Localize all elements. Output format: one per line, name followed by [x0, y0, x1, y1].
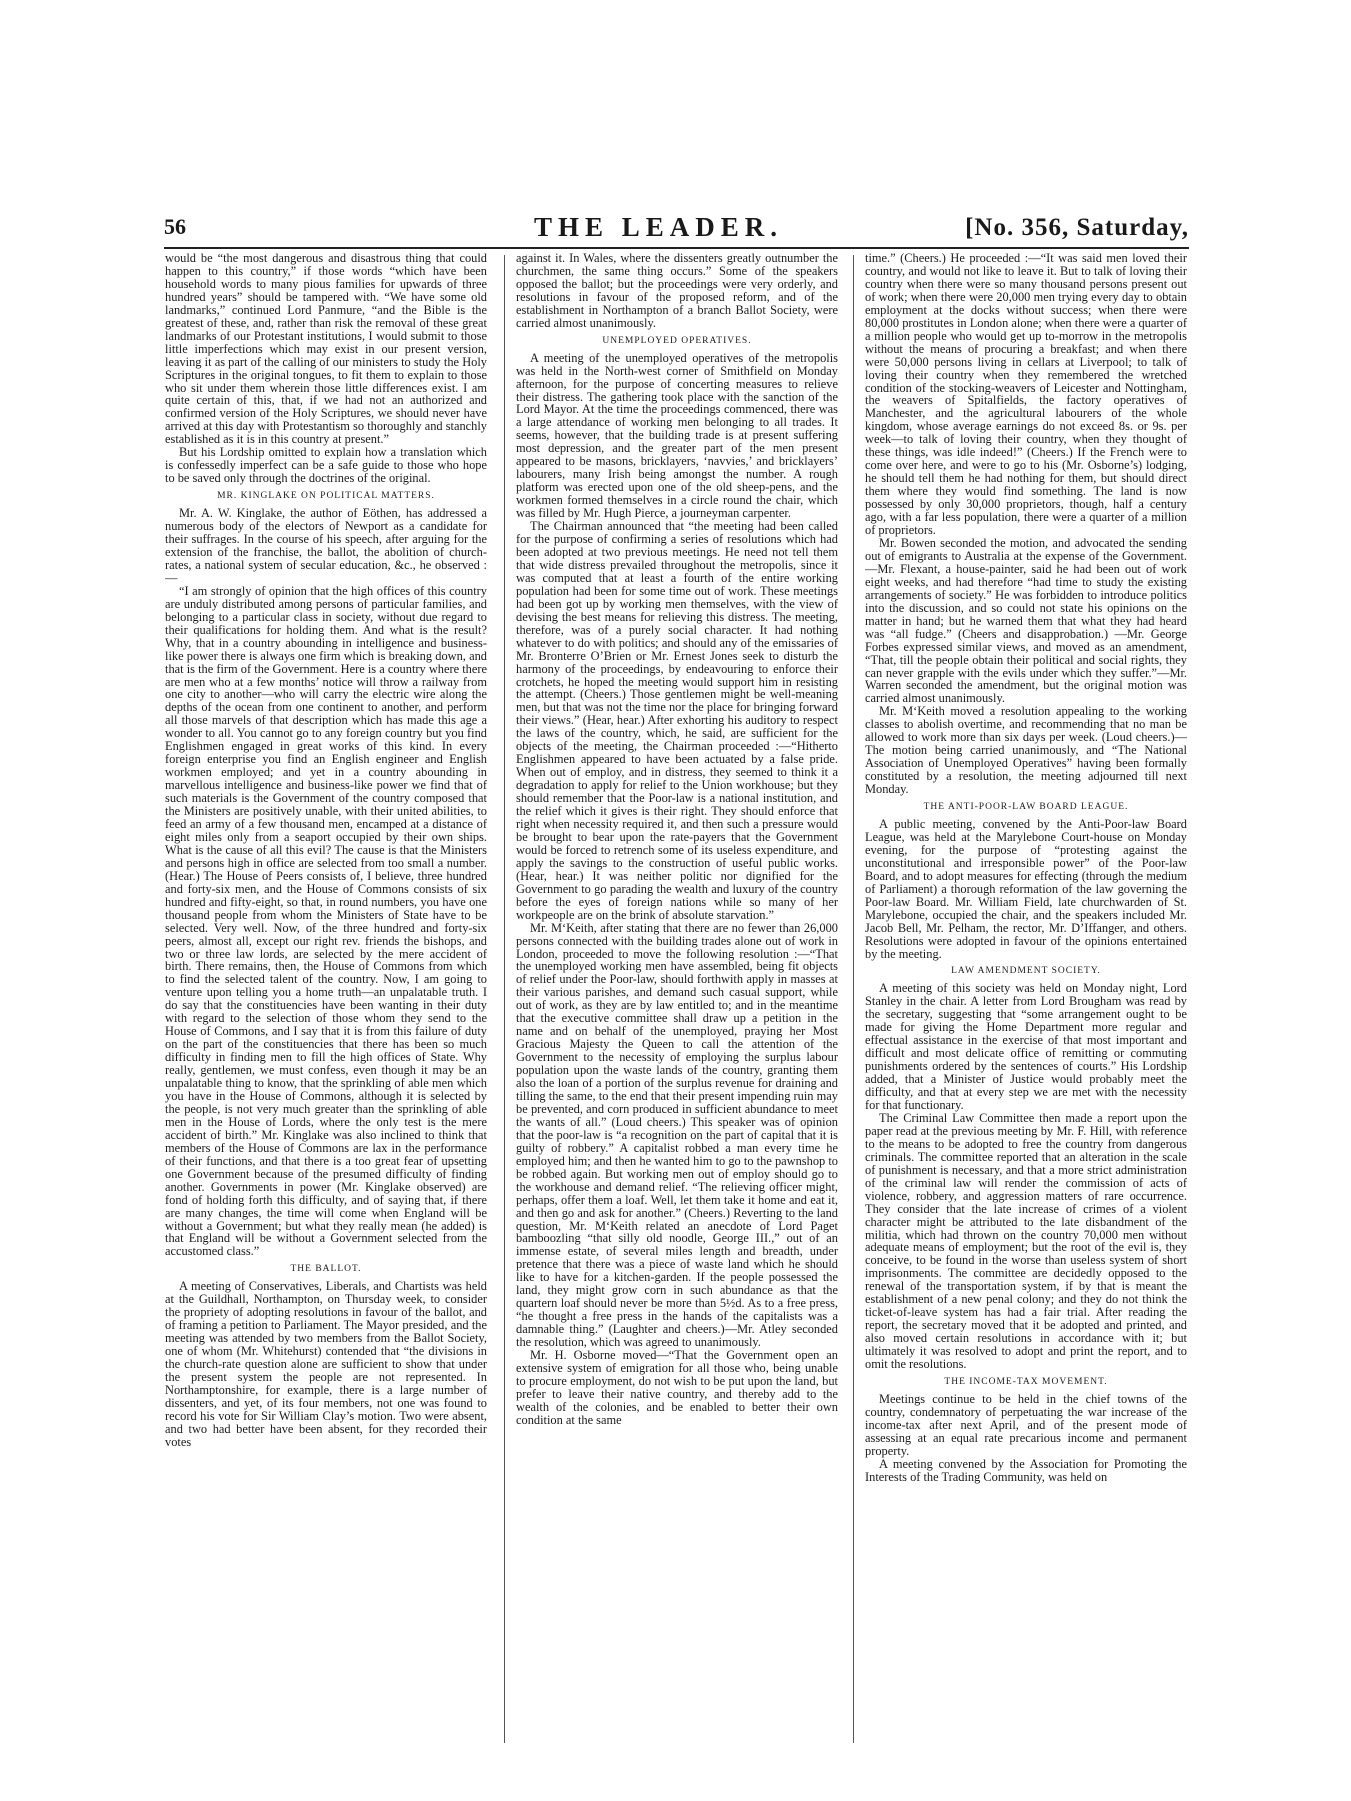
section-heading: MR. KINGLAKE ON POLITICAL MATTERS. — [217, 491, 435, 502]
column-1 — [165, 252, 487, 1750]
paragraph: “I am strongly of opinion that the high offices of this country are unduly distributed among persons of particular families, and belonging to a particular class in society, without due regard to their qualifications for holding them. And what is the result? Why, that in a country abounding in intelligence and business-like power there is always one firm which is breaking down, and that is the firm of the Government. Here is a country where there are men who at a few months’ notice will throw a railway from one city to another—who will carry the electric wire along the depths of the ocean from one continent to another, and perform all those marvels of that description which has made this age a wonder to all. You cannot go to any foreign country but you find Englishmen engaged in great works of this kind. In every foreign enterprise you find an English engineer and English workmen employed; and yet in a country abounding in marvellous intelligence and business-like power we find that of such materials is the Government of the country composed that the Ministers are positively unable, with their united abilities, to feed an army of a few thousand men, encamped at a distance of eight miles only from a seaport occupied by their own ships. What is the cause of all this evil? The cause is that the Ministers and persons high in office are selected from too small a number. (Hear.) The House of Peers consists of, I believe, three hundred and forty-six men, and the House of Commons consists of six hundred and fifty-eight, so that, in round numbers, you have one thousand people from whom the Ministers of State have to be selected. Very well. Now, of the three hundred and forty-six peers, almost all, except our right rev. friends the bishops, and two or three law lords, are selected by the mere accident of birth. There remains, then, the House of Commons from which to find the selected talent of the country. Now, I am going to venture upon telling you a home truth—an unpalatable truth. I do say that the constituencies have been wanting in their duty with regard to the selection of those whom they send to the House of Commons, and I say that it is from this failure of duty on the part of the constituencies that there has been so much difficulty in finding men to fill the high offices of State. Why really, gentlemen, we must confess, even though it may be an unpalatable thing to know, that the sprinkling of able men which you have in the House of Commons, although it is selected by the people, is not very much greater than the sprinkling of able men in the House of Lords, where the only test is the mere accident of birth.” Mr. Kinglake was also inclined to think that members of the House of Commons are lax in the performance of their functions, and that there is a too great fear of upsetting one Government because of the presumed difficulty of finding another. Governments in power (Mr. Kinglake observed) are fond of holding forth this difficulty, and of saying that, if there are many changes, the time will come when England will be without a Government; but what they really mean (he added) is that England will be without a Government selected from the accustomed class.” — [165, 583, 487, 1259]
page-number: 56 — [164, 214, 186, 239]
paragraph: Mr. Bowen seconded the motion, and advocated the sending out of emigrants to Australia at the expense of the Government.—Mr. Flexant, a house-painter, said he had been out of work eight weeks, and had therefore “had time to study the existing arrangements of society.” He was forbidden to introduce politics into the discussion, and so could not state his opinions on the matter in hand; but he warned them that what they had heard was “all fudge.” (Cheers and disapprobation.) —Mr. George Forbes expressed similar views, and moved as an amendment, “That, till the people obtain their political and social rights, they can never grapple with the evils under which they suffer.”—Mr. Warren seconded the amendment, but the original motion was carried almost unanimously. — [865, 535, 1187, 706]
column-2 — [516, 252, 838, 1750]
paragraph: Mr. M‘Keith, after stating that there are no fewer than 26,000 persons connected with the building trades alone out of work in London, proceeded to move the following resolution :—“That the unemployed working men have assembled, being fit objects of relief under the Poor-law, should forthwith apply in masses at their various parishes, and demand such casual support, while out of work, as they are by law entitled to; and in the meantime that the executive committee shall draw up a petition in the name and on behalf of the unemployed, praying her Most Gracious Majesty the Queen to call the attention of the Government to the necessity of employing the surplus labour population upon the waste lands of the country, granting them also the loan of a portion of the surplus revenue for draining and tilling the same, to the end that their present impending ruin may be prevented, and corn produced in sufficient abundance to meet the wants of all.” (Loud cheers.) This speaker was of opinion that the poor-law is “a recognition on the part of capital that it is guilty of robbery.” A capitalist robbed a man every time he employed him; and then he wanted him to go to the pawnshop to be robbed again. But working men out of employ should go to the workhouse and demand relief. “The relieving officer might, perhaps, offer them a loaf. Well, let them take it home and eat it, and then go and ask for another.” (Cheers.) Reverting to the land question, Mr. M‘Keith related an anecdote of Lord Paget bamboozling “that silly old noodle, George III.,” out of an immense estate, of several miles length and breadth, under pretence that there was a piece of waste land which he should like to have for a kitchen-garden. If the people possessed the land, they might grow corn in such abundance as that the quartern loaf should never be more than 5½d. As to a free press, “he thought a free press in the hands of the capitalists was a damnable thing.” (Laughter and cheers.)—Mr. Atley seconded the resolution, which was agreed to unanimously. — [516, 920, 838, 1350]
paragraph: A public meeting, convened by the Anti-Poor-law Board League, was held at the Marylebone Court-house on Monday evening, for the purpose of “protesting against the unconstitutional and irresponsible power” of the Poor-law Board, and to adopt measures for effecting (through the medium of Parliament) a thorough reformation of the law governing the Poor-law Board. Mr. William Field, late churchwarden of St. Marylebone, occupied the chair, and the speakers included Mr. Jacob Bell, Mr. Pelham, the rector, Mr. D’Iffanger, and others. Resolutions were adopted in favour of the opinions entertained by the meeting. — [865, 816, 1187, 961]
masthead-rule — [164, 247, 1189, 249]
column-divider — [504, 255, 505, 1743]
column-3 — [865, 252, 1187, 1750]
section-heading: UNEMPLOYED OPERATIVES. — [602, 335, 752, 346]
paragraph: Mr. M‘Keith moved a resolution appealing to the working classes to abolish overtime, and recommending that no man be allowed to work more than six days per week. (Loud cheers.)—The motion being carried unanimously, and “The National Association of Unemployed Operatives” having been formally constituted by a resolution, the meeting adjourned till next Monday. — [865, 704, 1187, 797]
paragraph: A meeting of Conservatives, Liberals, and Chartists was held at the Guildhall, Northampton, on Thursday week, to consider the propriety of adopting resolutions in favour of the ballot, and of framing a petition to Parliament. The Mayor presided, and the meeting was attended by two members from the Ballot Society, one of whom (Mr. Whitehurst) contended that “the divisions in the church-rate question alone are sufficient to show that under the present system the people are not represented. In Northamptonshire, for example, there is a large number of dissenters, and yet, of its four members, not one was found to record his vote for Sir William Clay’s motion. Two were absent, and two had better have been absent, for they recorded their votes — [165, 1279, 487, 1449]
paragraph: Mr. A. W. Kinglake, the author of Eöthen, has addressed a numerous body of the electors of Newport as a candidate for their suffrages. In the course of his speech, after arguing for the extension of the franchise, the ballot, the abolition of church-rates, a national system of secular education, &c., he observed :— — [165, 506, 487, 585]
paragraph: The Chairman announced that “the meeting had been called for the purpose of confirming a series of resolutions which had been adopted at two previous meetings. He need not tell them that wide distress prevailed throughout the metropolis, since it was computed that at least a fourth of the entire working population had been for some time out of work. These meetings had been got up by working men themselves, with the view of devising the best means for relieving this distress. The meeting, therefore, was of a purely social character. It had nothing whatever to do with politics; and should any of the emissaries of Mr. Bronterre O’Brien or Mr. Ernest Jones seek to disturb the harmony of the proceedings, by endeavouring to enforce their crotchets, he hoped the meeting would support him in resisting the attempt. (Cheers.) Those gentlemen might be well-meaning men, but that was not the time nor the place for bringing forward their views.” (Hear, hear.) After exhorting his auditory to respect the laws of the country, which, he said, are sufficient for the objects of the meeting, the Chairman proceeded :—“Hitherto Englishmen appeared to have been actuated by a false pride. When out of employ, and in distress, they seemed to think it a degradation to apply for relief to the Union workhouse; but they should remember that the Poor-law is a national institution, and the relief which it gives is their right. They should enforce that right when necessity required it, and then such a pressure would be brought to bear upon the rate-payers that the Government would be forced to retrench some of its useless expenditure, and apply the savings to the construction of useful public works. (Hear, hear.) It was neither politic nor dignified for the Government to go parading the wealth and luxury of the country before the eyes of foreign nations while so many of her workpeople are on the brink of absolute starvation.” — [516, 519, 838, 922]
paragraph: time.” (Cheers.) He proceeded :—“It was said men loved their country, and would not like to leave it. But to talk of loving their country when there were so many thousand persons present out of work; when there were 20,000 men trying every day to obtain employment at the docks without success; when there were 80,000 prostitutes in London alone; when there were a quarter of a million people who would get up to-morrow in the metropolis without the means of procuring a breakfast; and when there were 50,000 persons living in cellars at Liverpool; to talk of loving their country when they remembered the wretched condition of the stocking-weavers of Leicester and Nottingham, the weavers of Spitalfields, the factory operatives of Manchester, and the agricultural labourers of the whole kingdom, whose average earnings do not exceed 8s. or 9s. per week—to talk of loving their country, when they thought of these things, was idle indeed!” (Cheers.) If the French were to come over here, and were to go to his (Mr. Osborne’s) lodging, he should tell them he had nothing for them, but should direct them where they would find something. The land is now possessed by only 30,000 proprietors, though, half a century ago, with a far less population, there were a quarter of a million of proprietors. — [865, 252, 1187, 538]
paragraph: Mr. H. Osborne moved—“That the Government open an extensive system of emigration for all those who, being unable to procure employment, do not wish to be put upon the land, but prefer to leave their native country, and thereby add to the wealth of the colonies, and be enabled to better their own condition at the same — [516, 1348, 838, 1427]
newspaper-title: THE LEADER. — [534, 212, 784, 242]
section-heading: THE BALLOT. — [290, 1264, 362, 1275]
section-heading: THE INCOME-TAX MOVEMENT. — [944, 1377, 1108, 1388]
paragraph: against it. In Wales, where the dissenters greatly outnumber the churchmen, the same thing occurs.” Some of the speakers opposed the ballot; but the proceedings were very orderly, and resolutions in favour of the proposed reform, and of the establishment in Northampton of a branch Ballot Society, were carried almost unanimously. — [516, 252, 838, 330]
section-heading: LAW AMENDMENT SOCIETY. — [951, 966, 1101, 977]
section-heading: THE ANTI-POOR-LAW BOARD LEAGUE. — [923, 802, 1129, 813]
paragraph: The Criminal Law Committee then made a report upon the paper read at the previous meeting by Mr. F. Hill, with reference to the means to be adopted to free the country from dangerous criminals. The committee reported that an alteration in the scale of punishment is necessary, and that a more strict administration of the criminal law will render the commission of acts of violence, robbery, and aggression matters of rare occurrence. They consider that the late increase of crimes of a violent character might be attributed to the late disbandment of the militia, which had thrown on the country 70,000 men without adequate means of employment; but the root of the evil is, they conceive, to be found in the worse than useless system of short imprisonments. The committee are decidedly opposed to the renewal of the transportation system, if by that is meant the establishment of a new penal colony; and they do not think the ticket-of-leave system has had a fair trial. After reading the report, the secretary moved that it be adopted and printed, and also moved certain resolutions in accordance with it; but ultimately it was resolved to adopt and print the report, and to omit the resolutions. — [865, 1110, 1187, 1372]
column-divider — [853, 255, 854, 1743]
paragraph: But his Lordship omitted to explain how a translation which is confessedly imperfect can be a safe guide to those who hope to be saved only through the doctrines of the original. — [165, 445, 487, 486]
paragraph: A meeting convened by the Association for Promoting the Interests of the Trading Community, was held on — [865, 1456, 1187, 1484]
paragraph: Meetings continue to be held in the chief towns of the country, condemnatory of perpetuating the war increase of the income-tax after next April, and of the present mode of assessing at an equal rate precarious income and permanent property. — [865, 1391, 1187, 1458]
paragraph: would be “the most dangerous and disastrous thing that could happen to this country,” if those words “which have been household words to many pious families for upwards of three hundred years” should be tampered with. “We have some old landmarks,” continued Lord Panmure, “and the Bible is the greatest of these, and, rather than risk the removal of these great landmarks of our Protestant institutions, I would submit to those little imperfections which may exist in our present version, leaving it as part of the calling of our ministers to study the Holy Scriptures in the original tongues, to fit them to explain to those who sit under them wherein those little differences exist. I am quite certain of this, that, if we had not an authorized and confirmed version of the Holy Scriptures, we should never have arrived at this day with Protestantism so thoroughly and stanchly established as it is in this country at present.” — [165, 252, 487, 447]
paragraph: A meeting of this society was held on Monday night, Lord Stanley in the chair. A letter from Lord Brougham was read by the secretary, suggesting that “some arrangement ought to be made for giving the Home Department more regular and effectual assistance in the exercise of that most important and difficult and most delicate office of remitting or commuting punishments ordered by the sentences of courts.” His Lordship added, that a Minister of Justice would probably meet the difficulty, and that at every step we are met with the necessity for that functionary. — [865, 981, 1187, 1112]
masthead — [164, 212, 1189, 248]
issue-label: [No. 356, Saturday, — [965, 214, 1189, 241]
paragraph: A meeting of the unemployed operatives of the metropolis was held in the North-west corner of Smithfield on Monday afternoon, for the purpose of concerting measures to relieve their distress. The gathering took place with the sanction of the Lord Mayor. At the time the proceedings commenced, there was a large attendance of working men belonging to all trades. It seems, however, that the building trade is at present suffering most depression, and the greater part of the men present appeared to be masons, bricklayers, ‘navvies,’ and bricklayers’ labourers, many Irish being amongst the number. A rough platform was erected upon one of the old sheep-pens, and the workmen formed themselves in a circle round the chair, which was filled by Mr. Hugh Pierce, a journeyman carpenter. — [516, 350, 838, 521]
